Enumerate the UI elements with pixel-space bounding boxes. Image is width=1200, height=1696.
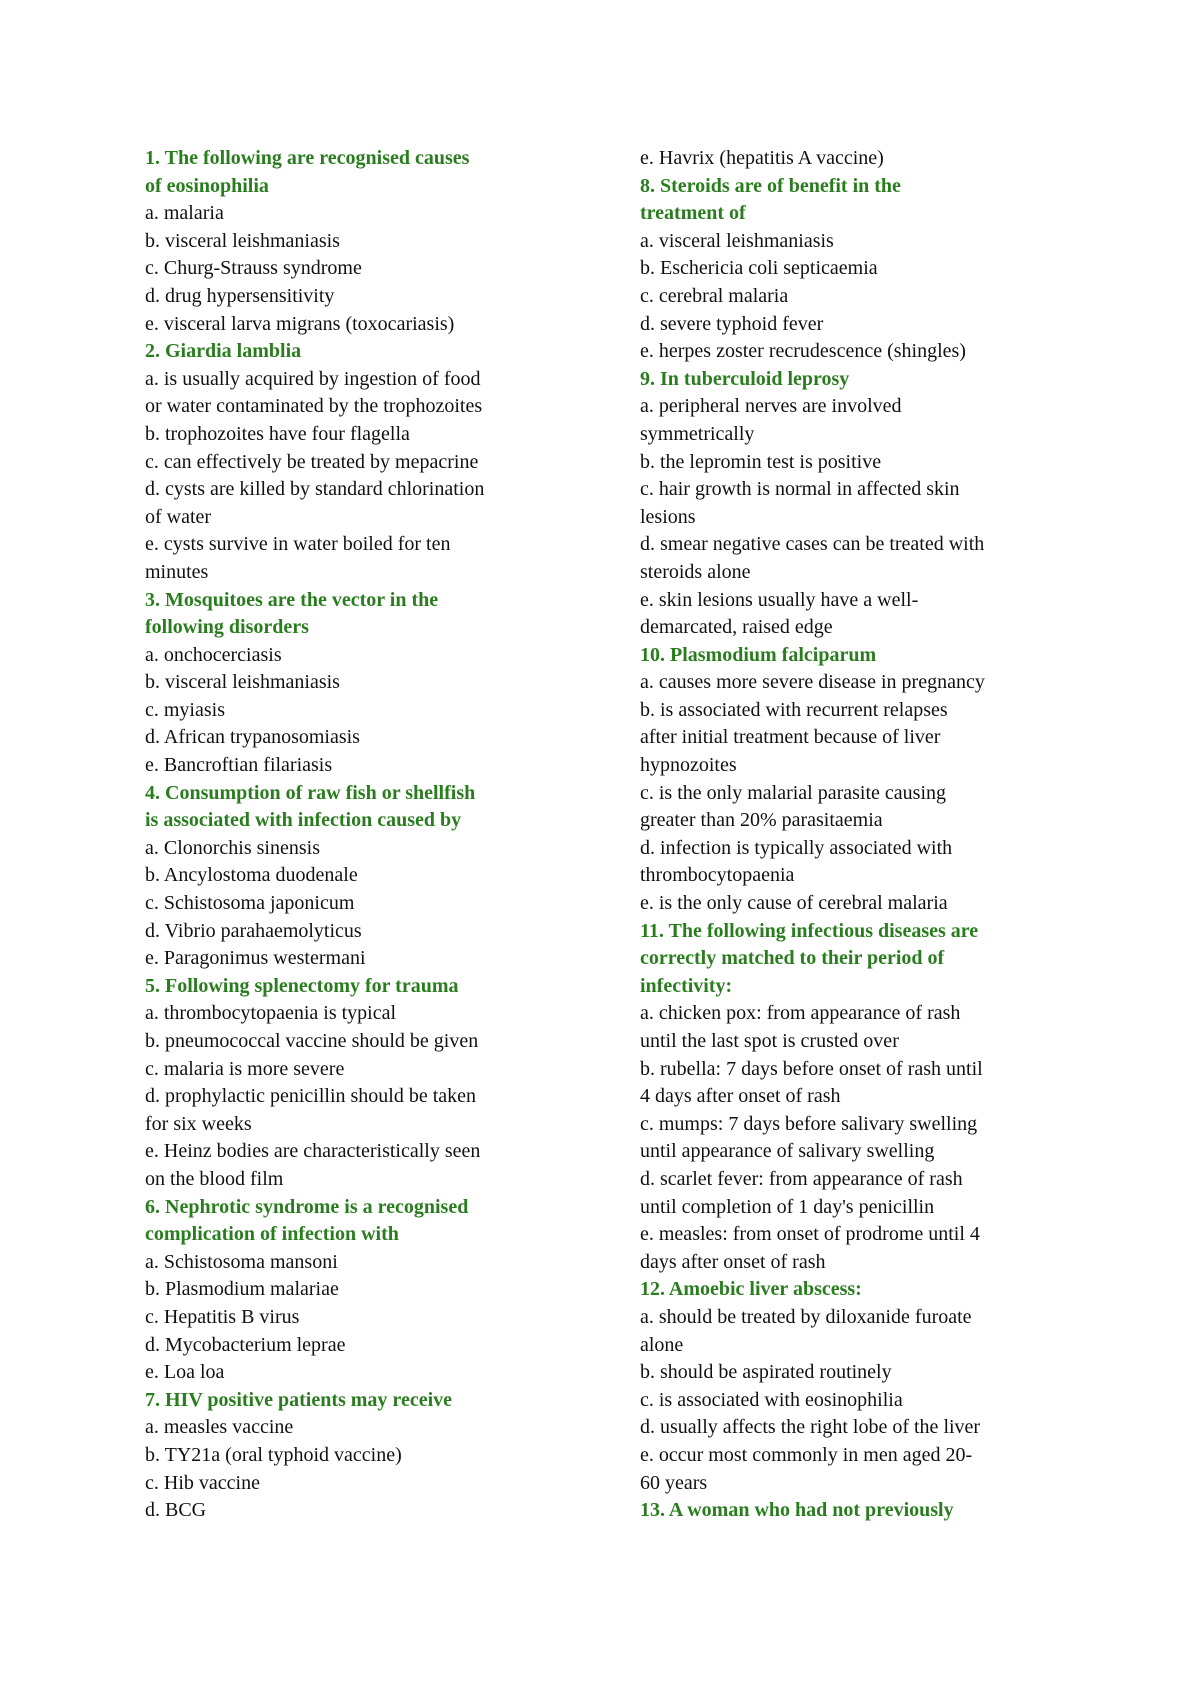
answer-option-line: d. infection is typically associated with (640, 836, 953, 859)
answer-option-line: b. rubella: 7 days before onset of rash until (640, 1057, 983, 1080)
question-heading-line: 8. Steroids are of benefit in the (640, 174, 901, 197)
answer-option-line: e. herpes zoster recrudescence (shingles) (640, 340, 966, 363)
answer-option-line: e. skin lesions usually have a well- (640, 588, 919, 611)
answer-option-line: a. visceral leishmaniasis (640, 229, 834, 252)
answer-option-line: b. is associated with recurrent relapses (640, 698, 948, 721)
question-heading-line: 2. Giardia lamblia (145, 340, 302, 363)
answer-option-line: a. should be treated by diloxanide furoate (640, 1305, 972, 1328)
question-heading-line: of eosinophilia (145, 174, 269, 197)
answer-option-line: after initial treatment because of liver (640, 726, 941, 749)
answer-option-line: hypnozoites (640, 754, 737, 777)
answer-option-line: days after onset of rash (640, 1250, 826, 1273)
answer-option-line: d. cysts are killed by standard chlorination (145, 478, 485, 501)
left-column (145, 145, 585, 1525)
answer-option-line: c. myiasis (145, 698, 225, 721)
answer-option-line: c. malaria is more severe (145, 1057, 345, 1080)
question-heading-line: 9. In tuberculoid leprosy (640, 367, 850, 390)
answer-option-line: until completion of 1 day's penicillin (640, 1195, 935, 1218)
answer-option-line: d. severe typhoid fever (640, 312, 824, 335)
answer-option-line: a. Schistosoma mansoni (145, 1250, 338, 1273)
answer-option-line: a. is usually acquired by ingestion of food (145, 367, 481, 390)
answer-option-line: c. cerebral malaria (640, 284, 789, 307)
answer-option-line: e. is the only cause of cerebral malaria (640, 892, 948, 915)
answer-option-line: c. Churg-Strauss syndrome (145, 257, 362, 280)
answer-option-line: e. occur most commonly in men aged 20- (640, 1443, 973, 1466)
answer-option-line: or water contaminated by the trophozoites (145, 395, 483, 418)
question-heading-line: 3. Mosquitoes are the vector in the (145, 588, 439, 611)
question-heading-line: 12. Amoebic liver abscess: (640, 1278, 862, 1301)
question-heading-line: treatment of (640, 202, 746, 225)
answer-option-line: e. Bancroftian filariasis (145, 754, 333, 777)
answer-option-line: of water (145, 505, 212, 528)
question-heading-line: 6. Nephrotic syndrome is a recognised (145, 1195, 469, 1218)
answer-option-line: a. causes more severe disease in pregnancy (640, 671, 985, 694)
answer-option-line: e. Heinz bodies are characteristically seen (145, 1140, 481, 1163)
answer-option-line: c. Schistosoma japonicum (145, 892, 355, 915)
answer-option-line: a. Clonorchis sinensis (145, 836, 320, 859)
answer-option-line: until the last spot is crusted over (640, 1030, 899, 1052)
answer-option-line: e. measles: from onset of prodrome until 4 (640, 1223, 980, 1246)
answer-option-line: a. measles vaccine (145, 1416, 294, 1439)
answer-option-line: d. African trypanosomiasis (145, 726, 360, 749)
answer-option-line: a. malaria (145, 202, 224, 225)
answer-option-line: b. visceral leishmaniasis (145, 671, 340, 694)
answer-option-line: for six weeks (145, 1112, 252, 1135)
question-heading-line: 13. A woman who had not previously (640, 1499, 954, 1522)
answer-option-line: d. prophylactic penicillin should be taken (145, 1085, 477, 1108)
question-heading-line: complication of infection with (145, 1223, 399, 1246)
answer-option-line: symmetrically (640, 422, 755, 445)
question-heading-line: 10. Plasmodium falciparum (640, 643, 877, 666)
answer-option-line: a. thrombocytopaenia is typical (145, 1002, 397, 1025)
question-heading-line: following disorders (145, 616, 309, 639)
question-heading-line: correctly matched to their period of (640, 947, 945, 970)
question-heading-line: 5. Following splenectomy for trauma (145, 974, 459, 997)
answer-option-line: e. visceral larva migrans (toxocariasis) (145, 312, 455, 335)
answer-option-line: a. onchocerciasis (145, 643, 282, 666)
answer-option-line: e. Paragonimus westermani (145, 947, 366, 970)
question-heading-line: 1. The following are recognised causes (145, 147, 470, 169)
answer-option-line: b. Ancylostoma duodenale (145, 864, 358, 887)
question-heading-line: infectivity: (640, 974, 733, 997)
answer-option-line: a. peripheral nerves are involved (640, 395, 902, 418)
answer-option-line: greater than 20% parasitaemia (640, 809, 883, 832)
answer-option-line: c. hair growth is normal in affected skin (640, 478, 960, 501)
answer-option-line: alone (640, 1333, 684, 1356)
answer-option-line: c. Hepatitis B virus (145, 1305, 300, 1328)
answer-option-line: d. BCG (145, 1499, 207, 1522)
answer-option-line: d. drug hypersensitivity (145, 284, 335, 307)
answer-option-line: lesions (640, 505, 696, 528)
answer-option-line: b. pneumococcal vaccine should be given (145, 1030, 479, 1052)
answer-option-line: b. should be aspirated routinely (640, 1361, 892, 1384)
question-heading-line: 7. HIV positive patients may receive (145, 1388, 453, 1411)
answer-option-line: c. is associated with eosinophilia (640, 1388, 903, 1411)
answer-option-line: d. usually affects the right lobe of the liver (640, 1416, 981, 1439)
answer-option-line: steroids alone (640, 560, 751, 583)
answer-option-line: on the blood film (145, 1167, 284, 1190)
answer-option-line: b. visceral leishmaniasis (145, 229, 340, 252)
answer-option-line: demarcated, raised edge (640, 616, 833, 639)
answer-option-line: e. cysts survive in water boiled for ten (145, 533, 451, 556)
answer-option-line: e. Loa loa (145, 1361, 225, 1384)
answer-option-line: 4 days after onset of rash (640, 1085, 841, 1108)
answer-option-line: c. mumps: 7 days before salivary swelling (640, 1112, 978, 1135)
answer-option-line: d. scarlet fever: from appearance of rash (640, 1167, 963, 1190)
answer-option-line: c. can effectively be treated by mepacrine (145, 450, 479, 473)
answer-option-line: b. Eschericia coli septicaemia (640, 257, 878, 280)
question-heading-line: is associated with infection caused by (145, 809, 462, 832)
answer-option-line: c. is the only malarial parasite causing (640, 781, 947, 804)
answer-option-line: minutes (145, 560, 209, 583)
answer-option-line: d. Vibrio parahaemolyticus (145, 919, 362, 942)
answer-option-line: d. Mycobacterium leprae (145, 1333, 346, 1356)
answer-option-line: b. the lepromin test is positive (640, 450, 882, 473)
answer-option-line: e. Havrix (hepatitis A vaccine) (640, 147, 884, 169)
answer-option-line: c. Hib vaccine (145, 1471, 260, 1494)
question-heading-line: 4. Consumption of raw fish or shellfish (145, 781, 476, 804)
answer-option-line: b. trophozoites have four flagella (145, 422, 410, 445)
answer-option-line: b. Plasmodium malariae (145, 1278, 339, 1301)
answer-option-line: d. smear negative cases can be treated with (640, 533, 985, 556)
answer-option-line: until appearance of salivary swelling (640, 1140, 935, 1163)
right-column (640, 145, 1080, 1525)
answer-option-line: 60 years (640, 1471, 708, 1494)
answer-option-line: b. TY21a (oral typhoid vaccine) (145, 1443, 402, 1466)
answer-option-line: thrombocytopaenia (640, 864, 795, 887)
answer-option-line: a. chicken pox: from appearance of rash (640, 1002, 961, 1025)
question-heading-line: 11. The following infectious diseases are (640, 919, 979, 942)
